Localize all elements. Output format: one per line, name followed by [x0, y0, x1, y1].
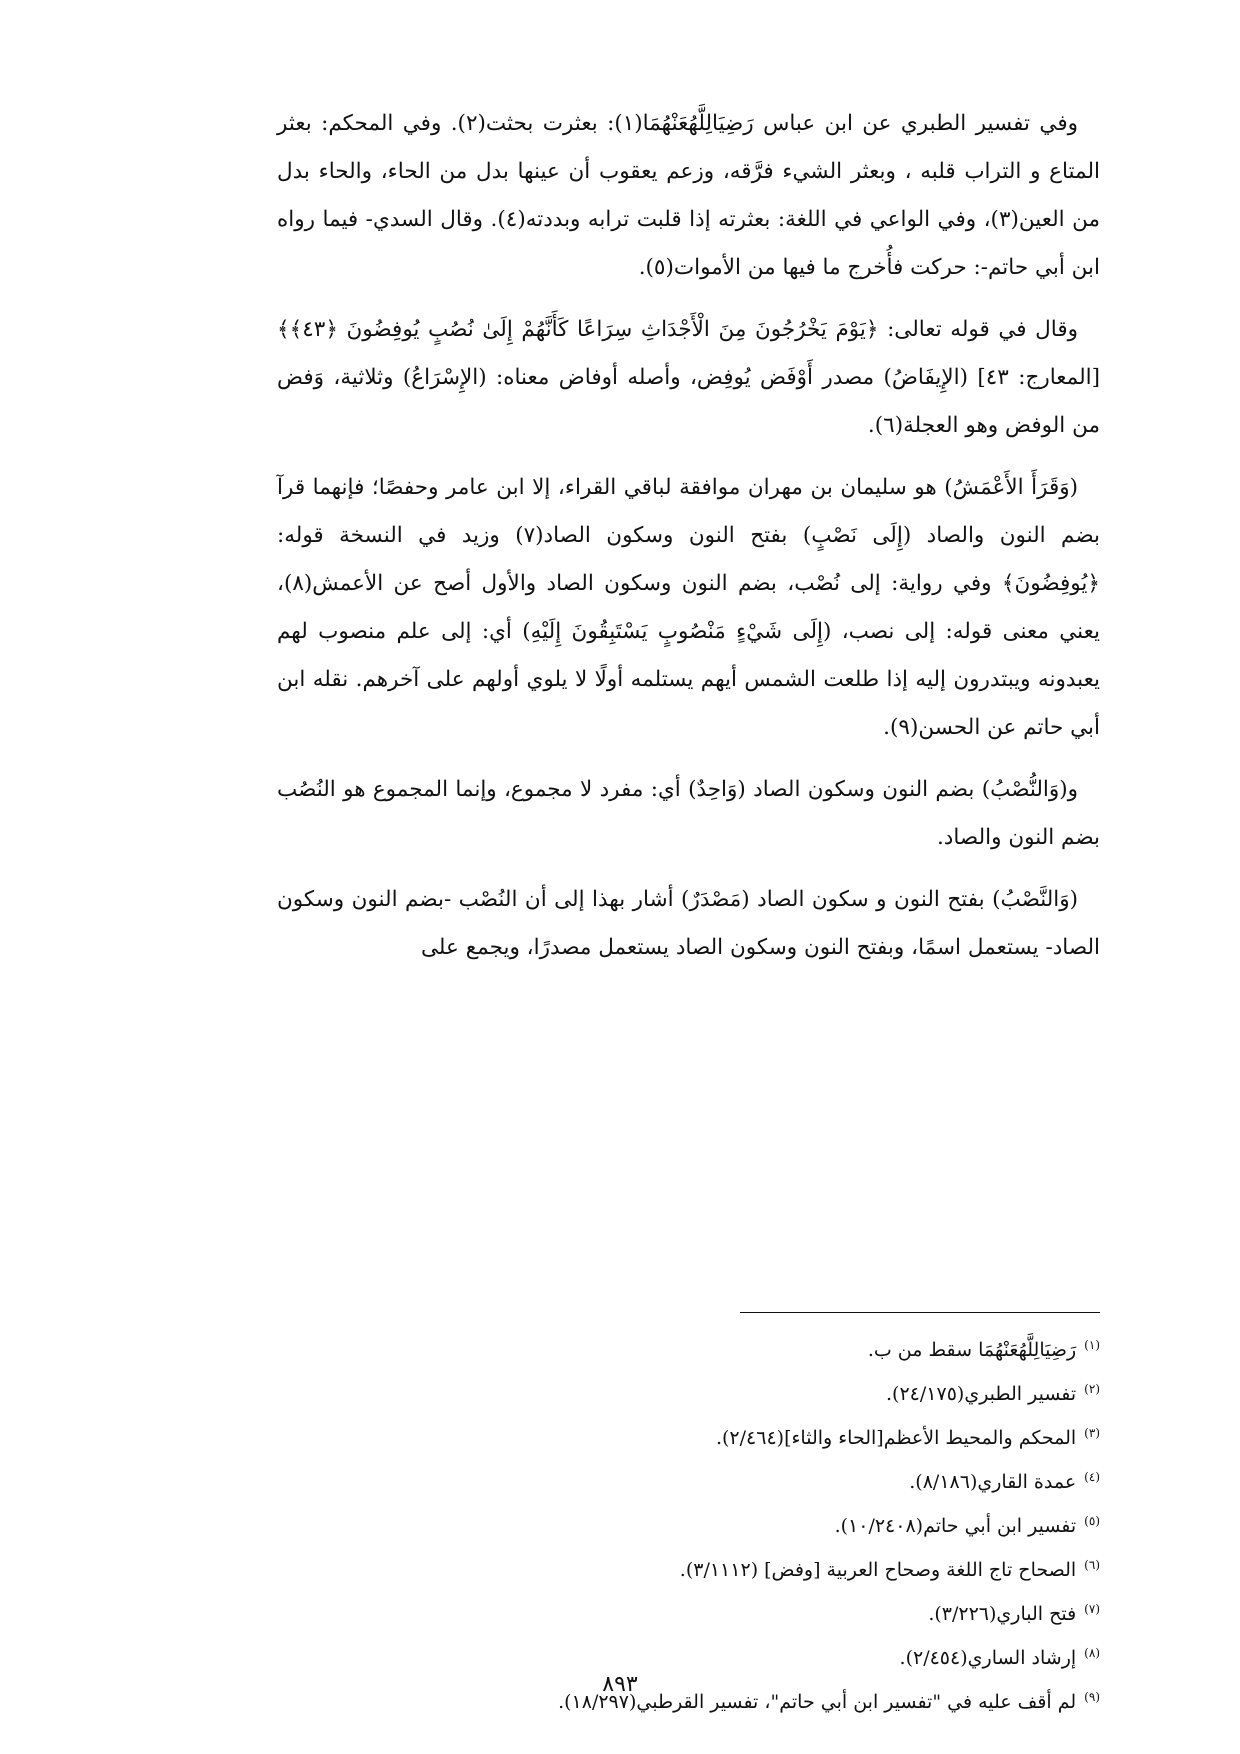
paragraph-2: وقال في قوله تعالى: ﴿يَوْمَ يَخْرُجُونَ مِنَ الْأَجْدَاثِ سِرَاعًا كَأَنَّهُمْ إِلَىٰ نُصُبٍ يُوفِضُونَ ﴿٤٣﴾﴾[المعارج: ٤٣] (الإِيفَاضُ) مصدر أَوْفَض يُوفِض، وأصله أوفاض معناه: (الإِسْرَاعُ) وثلاثية، وَفض من الوفض وهو العجلة(٦).	[277, 317, 1100, 438]
footnote-text: رَضِيَالِلَّهُعَنْهُمَا سقط من ب.	[867, 1339, 1077, 1361]
footnote-number: (٣)	[1084, 1425, 1100, 1440]
footnote-2	[300, 1372, 1100, 1416]
footnote-number: (٥)	[1084, 1513, 1100, 1528]
footnote-text: تفسير ابن أبي حاتم(١٠/٢٤٠٨).	[834, 1515, 1077, 1537]
footnote-4	[300, 1460, 1100, 1504]
paragraph-3: (وَقَرَأَ الأَعْمَشُ) هو سليمان بن مهران موافقة لباقي القراء، إلا ابن عامر وحفصًا؛ فإنهما قرآ بضم النون والصاد (إِلَى نَصْبٍ) بفتح النون وسكون الصاد(٧) وزيد في النسخة قوله: ﴿يُوفِضُونَ﴾ وفي رواية: إلى نُصْب، بضم النون وسكون الصاد والأول أصح عن الأعمش(٨)، يعني معنى قوله: إلى نصب، (إِلَى شَيْءٍ مَنْصُوبٍ يَسْتَبِقُونَ إِلَيْهِ) أي: إلى علم منصوب لهم يعبدونه ويبتدرون إليه إذا طلعت الشمس أيهم يستلمه أولًا لا يلوي أولهم على آخرهم. نقله ابن أبي حاتم عن الحسن(٩).	[277, 475, 1100, 740]
footnote-text: لم أقف عليه في "تفسير ابن أبي حاتم"، تفسير القرطبي(١٨/٢٩٧).	[558, 1691, 1077, 1713]
paragraph-1: وفي تفسير الطبري عن ابن عباس رَضِيَالِلَّهُعَنْهُمَا(١): بعثرت بحثت(٢). وفي المحكم: بعثر المتاع و التراب قلبه ، وبعثر الشيء فرَّقه، وزعم يعقوب أن عينها بدل من الحاء، والحاء بدل من العين(٣)، وفي الواعي في اللغة: بعثرته إذا قلبت ترابه وبددته(٤). وقال السدي- فيما رواه ابن أبي حاتم-: حركت فأُخرج ما فيها من الأموات(٥).	[277, 111, 1100, 280]
footnote-text: إرشاد الساري(٢/٤٥٤).	[899, 1647, 1077, 1669]
footnote-number: (٤)	[1084, 1469, 1100, 1484]
footnote-text: الصحاح تاج اللغة وصحاح العربية [وفض] (٣/١١١٢).	[679, 1559, 1077, 1581]
footnote-number: (٢)	[1084, 1381, 1100, 1396]
paragraph-4: و(وَالنُّصْبُ) بضم النون وسكون الصاد (وَاحِدٌ) أي: مفرد لا مجموع، وإنما المجموع هو النُصُب بضم النون والصاد.	[277, 777, 1100, 850]
page-number: ٨٩٣	[602, 1672, 638, 1697]
body-text	[277, 100, 1100, 986]
footnote-text: المحكم والمحيط الأعظم[الحاء والثاء](٢/٤٦٤).	[715, 1427, 1077, 1449]
footnote-1	[300, 1328, 1100, 1372]
footnote-text: تفسير الطبري(٢٤/١٧٥).	[886, 1383, 1077, 1405]
footnote-number: (٧)	[1084, 1601, 1100, 1616]
footnote-text: فتح الباري(٣/٢٢٦).	[928, 1603, 1077, 1625]
footnote-5	[300, 1504, 1100, 1548]
footnote-6	[300, 1548, 1100, 1592]
paragraph-5: (وَالنَّصْبُ) بفتح النون و سكون الصاد (مَصْدَرٌ) أشار بهذا إلى أن النُصْب -بضم النون وسكون الصاد- يستعمل اسمًا، وبفتح النون وسكون الصاد يستعمل مصدرًا، ويجمع على	[277, 887, 1100, 960]
footnote-number: (٨)	[1084, 1645, 1100, 1660]
footnote-text: عمدة القاري(٨/١٨٦).	[909, 1471, 1077, 1493]
footnotes	[300, 1328, 1100, 1724]
footnote-7	[300, 1592, 1100, 1636]
footnote-number: (٩)	[1084, 1689, 1100, 1704]
footnote-number: (١)	[1084, 1337, 1100, 1352]
footnote-3	[300, 1416, 1100, 1460]
footnote-separator	[740, 1312, 1100, 1313]
footnote-number: (٦)	[1084, 1557, 1100, 1572]
